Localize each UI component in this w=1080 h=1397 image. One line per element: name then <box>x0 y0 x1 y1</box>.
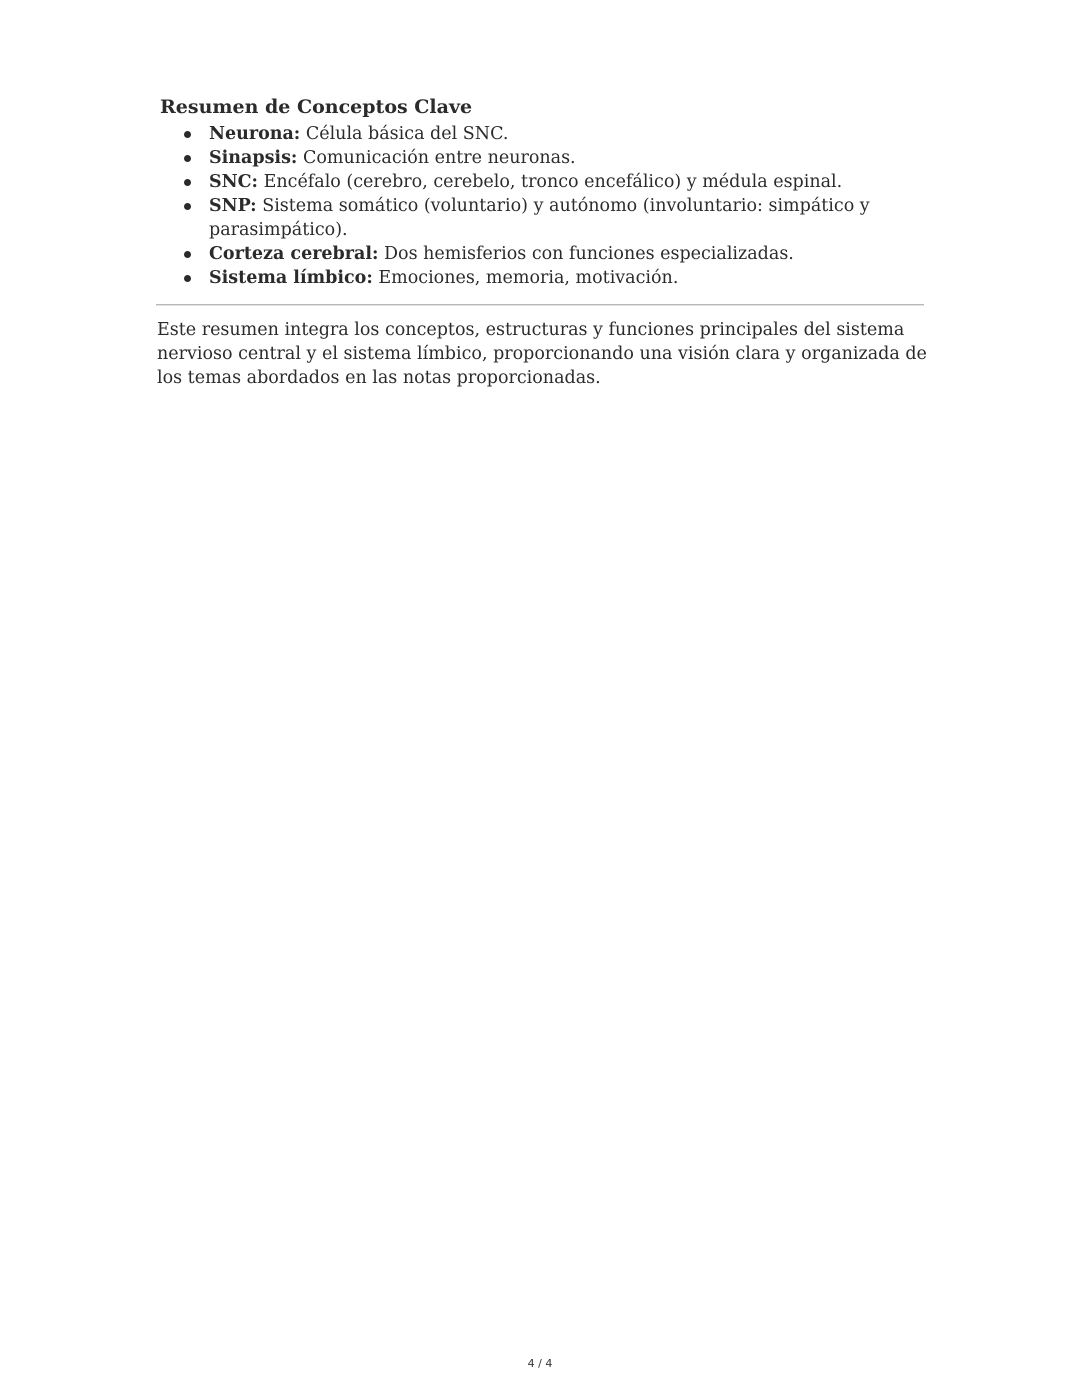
bullet-icon <box>184 203 191 210</box>
list-item <box>209 242 909 266</box>
bullet-icon <box>184 251 191 258</box>
list-item <box>209 266 909 290</box>
section-title: Resumen de Conceptos Clave <box>160 96 473 118</box>
concept-term: SNC: <box>209 172 259 192</box>
concept-term: Neurona: <box>209 124 301 144</box>
concept-description: Sistema somático (voluntario) y autónomo (involuntario: simpático y parasimpático). <box>209 196 870 240</box>
bullet-icon <box>184 155 191 162</box>
list-item <box>209 194 909 242</box>
concept-description: Encéfalo (cerebro, cerebelo, tronco encefálico) y médula espinal. <box>258 172 843 192</box>
page-number: 4 / 4 <box>527 1357 553 1370</box>
concept-description: Dos hemisferios con funciones especializadas. <box>378 244 794 264</box>
bullet-icon <box>184 131 191 138</box>
concept-description: Célula básica del SNC. <box>300 124 509 144</box>
concept-description: Comunicación entre neuronas. <box>297 148 576 168</box>
bullet-icon <box>184 275 191 282</box>
concept-term: SNP: <box>209 196 257 216</box>
concept-description: Emociones, memoria, motivación. <box>372 268 679 288</box>
concept-term: Corteza cerebral: <box>209 244 379 264</box>
summary-paragraph: Este resumen integra los conceptos, estructuras y funciones principales del sistema nervioso central y el sistema límbico, proporcionando una visión clara y organizada de los temas abordados en las notas proporcionadas. <box>157 320 927 388</box>
concept-list <box>160 122 909 290</box>
horizontal-divider <box>156 304 924 306</box>
concept-term: Sistema límbico: <box>209 268 373 288</box>
list-item <box>209 146 909 170</box>
bullet-icon <box>184 179 191 186</box>
list-item <box>209 170 909 194</box>
concept-term: Sinapsis: <box>209 148 298 168</box>
list-item <box>209 122 909 146</box>
